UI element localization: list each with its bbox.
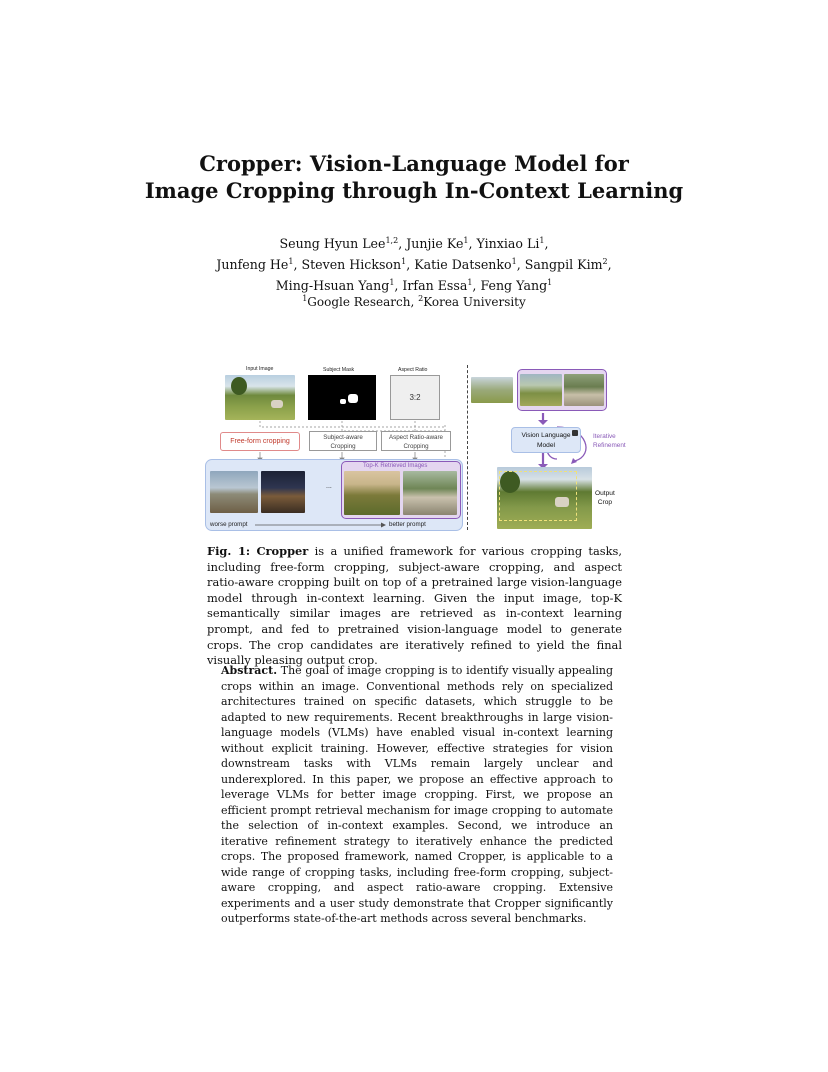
author-sup: 1,2 [385,236,399,245]
author-name: Feng Yang [480,278,548,294]
lock-icon [572,430,578,436]
prompt-arrow [255,521,387,529]
figure-caption [207,544,622,669]
vlm-label-1: Vision Language [521,432,571,439]
output-label-1: Output [595,490,615,497]
vlm-label-2: Model [537,442,555,449]
aspect-ratio-label: Aspect Ratio [398,367,428,373]
right-example-2 [564,374,604,406]
author-name: Junjie Ke [406,236,464,252]
author-line-1: Seung Hyun Lee$^{1,2}$, Junjie Ke$^1$, Yinxiao Li$^1$, [279,236,549,252]
affil-sup: 2 [418,294,424,303]
iterative-refinement-label [593,432,626,450]
author-name: Junfeng He [216,257,289,273]
author-sup: 1 [467,278,473,288]
author-sup: 1 [539,236,545,245]
author-sup: 1 [463,236,469,245]
worse-prompt-label: worse prompt [210,521,248,528]
author-name: Seung Hyun Lee [279,236,386,252]
ellipsis: ... [326,483,332,490]
author-name: Ming-Hsuan Yang [275,278,390,294]
caption-text: is a unified framework for various cropping tasks, including free-form cropping, subject-aware cropping, and aspect ratio-aware cropping built on top of a pretrained large vision-language model through in-context learning. Given the input image, top-K semantically similar images are retrieved as in-context learning prompt, and fed to pretrained vision-language model to generate crops. The crop candidates are iteratively refined to yield the final visually pleasing output crop. [207,544,623,668]
vlm-box [511,427,581,453]
abstract-label: Abstract. [221,664,278,677]
iterative-label-1: Iterative [593,433,616,440]
figure-1 [205,365,630,532]
retrieved-image-4 [403,471,457,515]
author-sup: 1 [401,257,407,267]
input-image-label: Input Image [246,366,274,372]
iterative-label-2: Refinement [593,442,626,449]
author-line-3: Ming-Hsuan Yang$^1$, Irfan Essa$^1$, Feng Yang$^1$ [275,278,553,294]
author-sup: 1 [288,257,294,267]
abstract-text: The goal of image cropping is to identify visually appealing crops within an image. Conventional methods rely on specialized architectures trained on specific datasets, which struggle to be adapted to new requirements. Recent breakthroughs in large vision-language models (VLMs) have enabled visual in-context learning without explicit training. However, effective strategies for vision downstream tasks with VLMs remain largely unclear and underexplored. In this paper, we propose an effective approach to leverage VLMs for better image cropping. First, we propose an efficient prompt retrieval mechanism for image cropping to automate the selection of in-context examples. Second, we introduce an iterative refinement strategy to iteratively enhance the predicted crops. The proposed framework, named Cropper, is applicable to a wide range of cropping tasks, including free-form cropping, subject-aware cropping, and aspect ratio-aware cropping. Extensive experiments and a user study demonstrate that Cropper significantly outperforms state-of-the-art methods across several benchmarks. [221,664,614,925]
free-form-label: Free-form cropping [230,438,290,445]
title-line-1: Cropper: Vision-Language Model for [199,151,629,176]
affiliations [0,294,828,309]
affil-org: Korea University [423,295,526,309]
author-name: Yinxiao Li [476,236,540,252]
aspect-aware-line-2: Cropping [403,443,429,450]
output-label-2: Crop [597,499,613,506]
author-sup: 1 [511,257,517,267]
subject-aware-box [309,431,377,451]
retrieved-image-1 [210,471,258,513]
aspect-aware-box [381,431,451,451]
output-crop-label [595,489,615,507]
retrieved-image-3 [344,471,400,515]
topk-label: Top-K Retrieved Images [363,463,428,469]
crop-outline [499,471,577,521]
author-sup: 1 [547,278,553,288]
author-name: Katie Datsenko [414,257,512,273]
free-form-cropping-box [220,432,300,451]
output-crop-image [497,467,592,529]
retrieved-image-2 [261,471,305,513]
caption-bold: Cropper [256,544,309,558]
affil-org: Google Research, [307,295,419,309]
author-name: Steven Hickson [301,257,402,273]
caption-label: Fig. 1: [207,544,251,558]
author-line-2: Junfeng He$^1$, Steven Hickson$^1$, Katie Datsenko$^1$, Sangpil Kim$^2$, [216,257,612,273]
better-prompt-label: better prompt [389,521,426,528]
right-input-thumbnail [471,377,513,403]
affil-sup: 1 [302,294,308,303]
paper-title [0,150,828,204]
author-list [0,232,828,296]
aspect-aware-line-1: Aspect Ratio-aware [389,434,443,441]
aspect-ratio-value: 3:2 [409,393,421,402]
subject-mask-label: Subject Mask [323,367,355,373]
subject-aware-line-2: Cropping [330,443,356,450]
figure-separator [467,365,468,530]
author-name: Irfan Essa [402,278,468,294]
subject-aware-line-1: Subject-aware [323,434,363,441]
right-example-1 [520,374,562,406]
author-sup: 1 [389,278,395,288]
abstract [221,663,613,927]
author-name: Sangpil Kim [524,257,603,273]
title-line-2: Image Cropping through In-Context Learning [144,178,684,203]
author-sup: 2 [602,257,608,267]
